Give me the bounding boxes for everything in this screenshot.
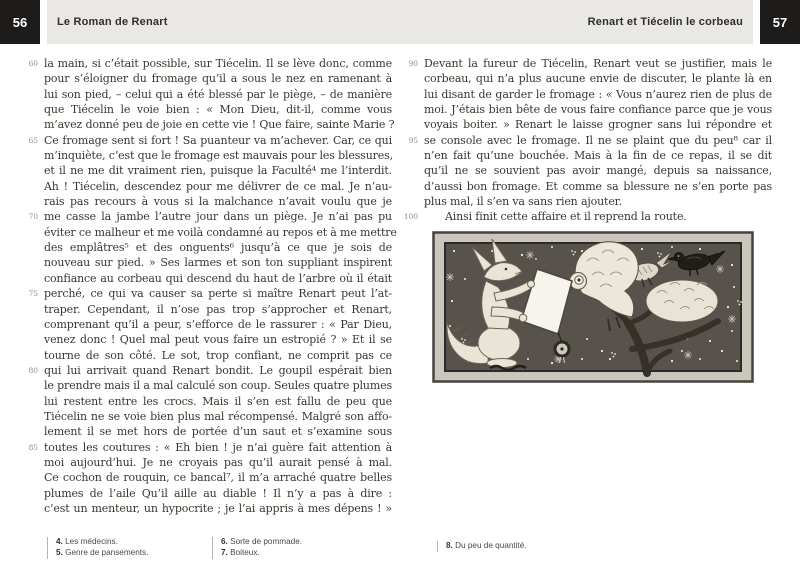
line-number: 70 bbox=[28, 212, 38, 222]
text-line bbox=[44, 394, 392, 409]
line-text: plumes de l’aile Qu’il aille au diable ! Il n’y a pas à dire : bbox=[44, 486, 392, 500]
line-text: venez donc ! Quel mal peut vous faire un estropié ? » Et il se bbox=[44, 333, 392, 347]
text-line bbox=[28, 133, 392, 148]
illumination-image bbox=[432, 231, 754, 383]
line-text: toutes les coutures : « Eh bien ! je n’ai guère fait attention à bbox=[44, 440, 392, 454]
line-text: Tiécelin ne se voie bien plus mal récompensé. Malgré son affo- bbox=[44, 409, 392, 423]
footnote bbox=[221, 548, 302, 559]
text-line bbox=[44, 179, 392, 194]
footnote-text: Boiteux. bbox=[227, 547, 260, 557]
text-line bbox=[424, 102, 772, 117]
text-line bbox=[403, 209, 772, 224]
running-header bbox=[0, 0, 800, 44]
footnote-text: Sorte de pommade. bbox=[227, 537, 303, 546]
text-line bbox=[424, 148, 772, 163]
line-text: voyais boiter. » Renart le laisse grogner sans lui répondre et bbox=[424, 118, 772, 132]
footnote bbox=[56, 537, 148, 548]
footnote-number: 7. bbox=[221, 547, 228, 557]
line-text: Ce cochon de rouquin, ce bancal⁷, il m’a arraché quatre belles bbox=[44, 471, 392, 485]
header-title-bar bbox=[47, 0, 753, 44]
left-page-number: 56 bbox=[0, 0, 40, 44]
line-text: d’aussi bon fromage. Et comme sa blessure ne s’en porte pas bbox=[424, 179, 772, 193]
text-line bbox=[44, 255, 392, 270]
line-text: moi. J’étais bien bête de vous faire confiance parce que je vous bbox=[424, 103, 772, 117]
text-line bbox=[44, 378, 392, 393]
line-text: corbeau, qui n’a plus aucune envie de discuter, le plante là en bbox=[424, 72, 772, 86]
line-number: 80 bbox=[28, 365, 38, 375]
footnote bbox=[221, 537, 302, 548]
text-line bbox=[408, 56, 772, 71]
line-text: m’avez donné peu de joie en cette vie ! Que faire, sainte Marie ? bbox=[44, 118, 395, 132]
text-line bbox=[44, 148, 392, 163]
foliage-mass bbox=[646, 280, 718, 322]
right-page-text bbox=[403, 56, 772, 225]
line-text: Devant la fureur de Tiécelin, Renart veut se justifier, mais le bbox=[424, 57, 772, 70]
text-line bbox=[44, 470, 392, 485]
footnote bbox=[56, 548, 148, 559]
line-text: se console avec le fromage. Il ne se plaint que du peu⁸ car il bbox=[424, 133, 772, 147]
text-line bbox=[44, 455, 392, 470]
line-text: Ainsi finit cette affaire et il reprend la route. bbox=[445, 210, 687, 224]
line-text: pour s’éloigner du fromage qu’il a sous le nez en ramenant à bbox=[44, 72, 392, 86]
text-line bbox=[44, 302, 392, 317]
text-line bbox=[44, 348, 392, 363]
line-number: 100 bbox=[403, 212, 418, 222]
footnote-text: Du peu de quantité. bbox=[452, 541, 527, 550]
line-text: me casse la jambe l’autre jour dans un piège. Je n’ai pas pu bbox=[44, 210, 392, 224]
text-line bbox=[44, 332, 392, 347]
right-page-number: 57 bbox=[760, 0, 800, 44]
footnote-number: 5. bbox=[56, 547, 63, 557]
line-number: 85 bbox=[28, 442, 38, 452]
line-text: lui restent entre les crocs. Mais il s’en est fallu de peu que bbox=[44, 394, 392, 408]
line-text: tourne de son côté. Le sot, trop confiant, ne comprit pas ce bbox=[44, 348, 392, 362]
line-text: éviter ce malheur et me voilà condamné au repos et à me mettre bbox=[44, 225, 397, 239]
text-line bbox=[44, 501, 392, 516]
text-line bbox=[44, 317, 392, 332]
text-line bbox=[44, 424, 392, 439]
line-text: m’inquiète, c’est que le fromage est mauvais pour les blessures, bbox=[44, 149, 393, 163]
text-line bbox=[44, 71, 392, 86]
line-text: moi aujourd’hui. Je ne croyais pas qu’il aurait pensé à mal. bbox=[44, 455, 392, 469]
footnotes-left-col-1 bbox=[47, 537, 148, 559]
line-text: le prendre mais il a mal calculé son coup. Seules quatre plumes bbox=[44, 379, 392, 393]
right-running-title: Renart et Tiécelin le corbeau bbox=[587, 16, 743, 28]
line-text: des emplâtres⁵ et des onguents⁶ jusqu’à ce que je sois de bbox=[44, 241, 392, 255]
line-number: 65 bbox=[28, 135, 38, 145]
footnote bbox=[446, 541, 527, 552]
line-text: lui disant de garder le fromage : « Vous n’aurez rien de plus de bbox=[424, 87, 772, 101]
line-number: 90 bbox=[408, 59, 418, 68]
text-line bbox=[424, 194, 772, 209]
footnotes-left-col-2 bbox=[212, 537, 302, 559]
footnote-text: Genre de pansements. bbox=[62, 547, 149, 557]
text-line bbox=[44, 194, 392, 209]
line-text: traper. Cependant, il n’ose pas trop s’approcher et Renart, bbox=[44, 302, 392, 316]
text-line bbox=[44, 240, 392, 255]
line-text: comprenant qu’il a peur, s’efforce de le rassurer : « Par Dieu, bbox=[44, 317, 392, 331]
text-line bbox=[44, 163, 392, 178]
text-line bbox=[424, 71, 772, 86]
text-line bbox=[44, 87, 392, 102]
line-text: plus mal, il s’en va sans rien ajouter. bbox=[424, 195, 622, 209]
line-text: nouveau sur pied. » Ses larmes et son ton suppliant inspirent bbox=[44, 256, 392, 270]
line-number: 95 bbox=[408, 135, 418, 145]
footnote-number: 4. bbox=[56, 537, 63, 546]
text-line bbox=[28, 56, 392, 71]
illumination-figure bbox=[432, 231, 754, 383]
line-text: confiance au corbeau qui descend du haut de l’arbre où il était bbox=[44, 271, 392, 285]
text-line bbox=[44, 102, 392, 117]
footnote-text: Les médecins. bbox=[62, 537, 118, 546]
text-line bbox=[28, 286, 392, 301]
footnote-number: 6. bbox=[221, 537, 228, 546]
line-text: c’est un menteur, un hypocrite ; je l’ai appris à mes dépens ! » bbox=[44, 501, 392, 515]
text-line bbox=[44, 117, 395, 132]
line-text: lement il se met hors de portée d’un saut et s’examine sous bbox=[44, 425, 392, 439]
line-text: n’en fait qu’une bouchée. Mais à la fin de ce repas, il se dit bbox=[424, 149, 772, 163]
line-text: perché, ce qui va causer sa perte si maître Renart peut l’at- bbox=[44, 287, 392, 301]
text-line bbox=[44, 271, 392, 286]
line-text: rais pas recours à vous si la malchance n’avait voulu que je bbox=[44, 195, 392, 209]
line-text: Ah ! Tiécelin, descendez pour me délivrer de ce mal. Je n’au- bbox=[44, 179, 392, 193]
line-text: et il ne me dit vraiment rien, puisque la Faculté⁴ me l’interdit. bbox=[44, 164, 392, 178]
text-line bbox=[408, 133, 772, 148]
line-text: lui son pied, – celui qui a été blessé par le piège, – de manière bbox=[44, 87, 392, 101]
text-line bbox=[424, 117, 772, 132]
text-line bbox=[44, 486, 392, 501]
footnote-number: 8. bbox=[446, 541, 453, 550]
text-line bbox=[44, 409, 392, 424]
text-line bbox=[424, 87, 772, 102]
line-number: 75 bbox=[28, 289, 38, 299]
text-line bbox=[28, 209, 392, 224]
line-text: que Tiécelin le voie bien : « Mon Dieu, dit-il, comme vous bbox=[44, 103, 392, 117]
line-text: la main, si c’était possible, sur Tiécelin. Il se lève donc, comme bbox=[44, 57, 392, 70]
text-line bbox=[424, 163, 772, 178]
text-line bbox=[44, 225, 397, 240]
left-page-text bbox=[28, 56, 397, 516]
line-text: qui lui arrivait quand Renart bondit. Le goupil espérait bien bbox=[44, 363, 392, 377]
footnotes-right bbox=[437, 541, 527, 552]
left-running-title: Le Roman de Renart bbox=[57, 16, 168, 28]
text-line bbox=[424, 179, 772, 194]
line-number: 60 bbox=[28, 59, 38, 68]
line-text: qu’il ne se souvient pas avoir mangé, depuis sa naissance, bbox=[424, 164, 772, 178]
line-text: Ce fromage sent si fort ! Sa puanteur va m’achever. Car, ce qui bbox=[44, 133, 392, 147]
text-line bbox=[28, 440, 392, 455]
text-line bbox=[28, 363, 392, 378]
